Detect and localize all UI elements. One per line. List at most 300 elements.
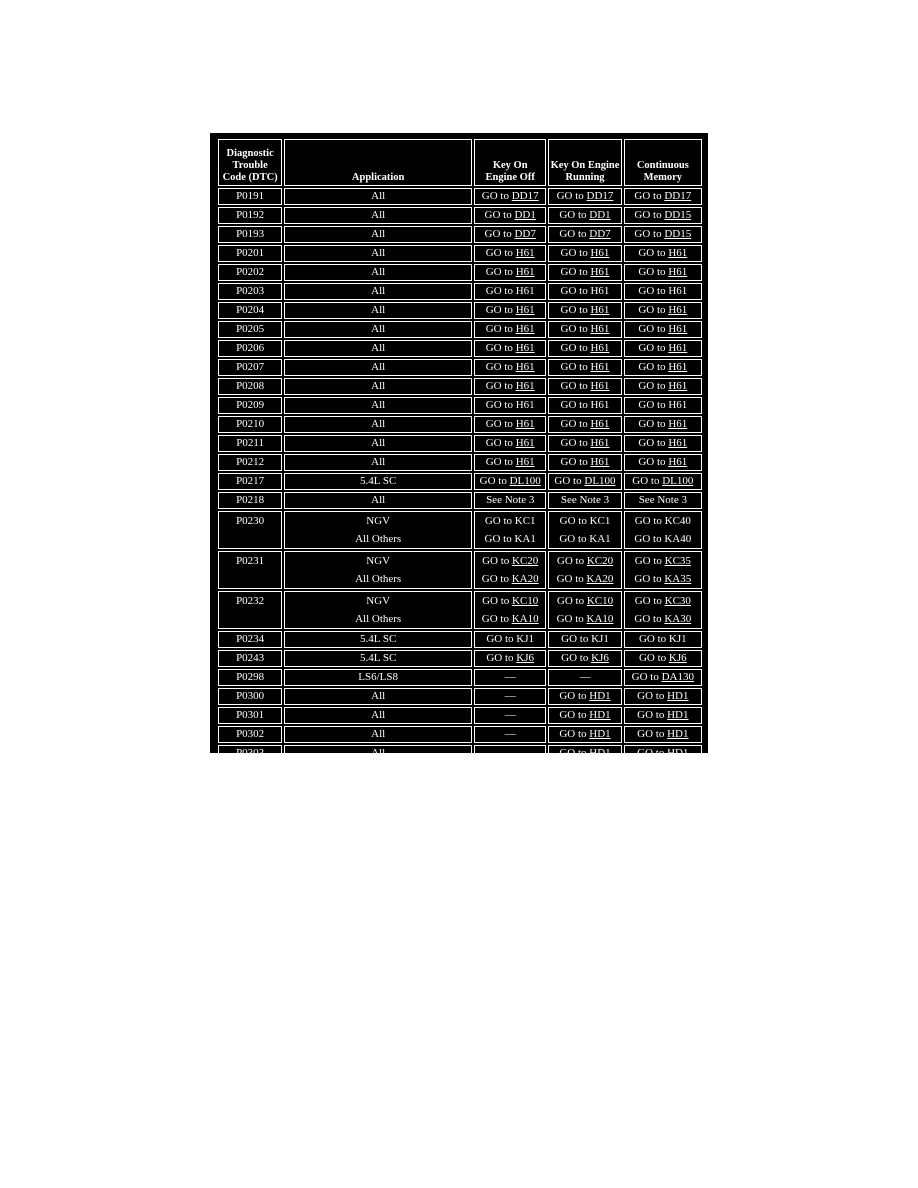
procedure-text: GO to	[484, 228, 512, 240]
application-cell	[284, 631, 472, 648]
application-cell	[284, 473, 472, 490]
application-value: All	[371, 747, 386, 759]
procedure-text: GO to	[560, 304, 588, 316]
pinpoint-test-link[interactable]: DL100	[509, 475, 541, 487]
procedure-entry	[476, 610, 544, 628]
pinpoint-test-link[interactable]: H61	[515, 304, 535, 316]
procedure-text: GO to	[559, 728, 587, 740]
pinpoint-test-link[interactable]: H61	[590, 247, 610, 259]
application-value: All	[371, 304, 386, 316]
procedure-entry	[486, 304, 535, 316]
pinpoint-test-link[interactable]: HD1	[589, 690, 611, 702]
procedure-text: GO to	[560, 456, 588, 468]
pinpoint-test-link[interactable]: H61	[668, 342, 688, 354]
procedure-text: GO to KA1	[559, 533, 611, 545]
procedure-text: GO to	[638, 361, 666, 373]
pinpoint-test-link[interactable]: HD1	[589, 728, 611, 740]
application-value: All	[371, 709, 386, 721]
header-continuous-memory: Continuous Memory	[624, 139, 702, 186]
pinpoint-test-link[interactable]: H61	[515, 266, 535, 278]
continuous-memory-cell	[624, 726, 702, 743]
procedure-text: GO to H61	[485, 399, 535, 411]
procedure-text: GO to HD1	[637, 747, 689, 759]
procedure-text: GO to	[638, 380, 666, 392]
pinpoint-test-link[interactable]: H61	[590, 361, 610, 373]
application-cell	[284, 454, 472, 471]
continuous-memory-cell	[624, 321, 702, 338]
procedure-entry	[638, 456, 687, 468]
procedure-text: GO to	[559, 228, 587, 240]
procedure-entry	[638, 247, 687, 259]
key-on-engine-off-cell	[474, 188, 546, 205]
table-row	[218, 245, 702, 262]
pinpoint-test-link[interactable]: KA20	[586, 573, 614, 585]
header-key-on-engine-running: Key On Engine Running	[548, 139, 621, 186]
dtc-code-cell	[218, 473, 282, 490]
procedure-text: —	[504, 747, 516, 759]
continuous-memory-cell	[624, 631, 702, 648]
procedure-entry	[626, 530, 700, 548]
continuous-memory-cell	[624, 745, 702, 762]
procedure-text: GO to	[485, 342, 513, 354]
continuous-memory-cell	[624, 473, 702, 490]
procedure-text: GO to	[485, 323, 513, 335]
procedure-entry	[637, 690, 688, 702]
application-value: LS6/LS8	[358, 671, 399, 683]
dtc-code-cell	[218, 264, 282, 281]
pinpoint-test-link[interactable]: H61	[668, 247, 688, 259]
key-on-engine-off-cell	[474, 283, 546, 300]
application-cell	[284, 283, 472, 300]
pinpoint-test-link[interactable]: H61	[590, 456, 610, 468]
application-value: All Others	[355, 573, 402, 585]
application-cell	[284, 511, 472, 549]
dtc-code: P0208	[236, 380, 265, 392]
key-on-engine-off-cell	[474, 435, 546, 452]
procedure-entry	[626, 570, 700, 588]
pinpoint-test-link[interactable]: H61	[668, 323, 688, 335]
dtc-code-cell	[218, 591, 282, 629]
procedure-text: GO to	[485, 361, 513, 373]
application-cell	[284, 551, 472, 589]
application-cell	[284, 688, 472, 705]
pinpoint-test-link[interactable]: KA10	[511, 613, 539, 625]
application-cell	[284, 302, 472, 319]
procedure-entry	[638, 342, 687, 354]
pinpoint-test-link[interactable]: H61	[515, 323, 535, 335]
procedure-entry	[559, 747, 610, 759]
procedure-text: GO to	[638, 342, 666, 354]
application-cell	[284, 340, 472, 357]
dtc-table-frame	[210, 133, 708, 759]
continuous-memory-cell	[624, 435, 702, 452]
pinpoint-test-link[interactable]: H61	[515, 456, 535, 468]
pinpoint-test-link[interactable]: H61	[668, 266, 688, 278]
continuous-memory-cell	[624, 207, 702, 224]
key-on-engine-off-cell	[474, 207, 546, 224]
pinpoint-test-link[interactable]: DL100	[584, 475, 616, 487]
pinpoint-test-link[interactable]: H61	[590, 323, 610, 335]
continuous-memory-cell	[624, 283, 702, 300]
continuous-memory-cell	[624, 340, 702, 357]
procedure-entry	[486, 342, 535, 354]
procedure-text: GO to	[632, 475, 660, 487]
dtc-code: P0301	[236, 709, 265, 721]
dtc-code: P0193	[236, 228, 265, 240]
application-value: All	[371, 266, 386, 278]
application-value: All	[371, 380, 386, 392]
key-on-engine-running-cell	[548, 511, 621, 549]
procedure-text: GO to	[637, 728, 665, 740]
application-cell	[284, 726, 472, 743]
procedure-text: GO to KA40	[634, 533, 692, 545]
procedure-entry	[505, 709, 516, 721]
pinpoint-test-link[interactable]: H61	[668, 361, 688, 373]
table-row	[218, 745, 702, 762]
dtc-code-cell	[218, 726, 282, 743]
pinpoint-test-link[interactable]: DD15	[664, 209, 692, 221]
pinpoint-test-link[interactable]: KJ6	[591, 652, 609, 664]
pinpoint-test-link[interactable]: H61	[515, 342, 535, 354]
application-value: NGV	[366, 515, 391, 527]
dtc-table	[216, 137, 704, 764]
procedure-text: GO to	[634, 209, 662, 221]
procedure-entry	[637, 728, 688, 740]
pinpoint-test-link[interactable]: HD1	[667, 709, 689, 721]
dtc-code-cell	[218, 435, 282, 452]
pinpoint-test-link[interactable]: KJ6	[516, 652, 535, 664]
pinpoint-test-link[interactable]: KA20	[511, 573, 539, 585]
procedure-text: GO to	[559, 209, 587, 221]
procedure-entry	[559, 690, 610, 702]
procedure-entry	[485, 209, 536, 221]
key-on-engine-off-cell	[474, 631, 546, 648]
procedure-entry	[637, 709, 688, 721]
key-on-engine-off-cell	[474, 669, 546, 686]
continuous-memory-cell	[624, 492, 702, 509]
pinpoint-test-link[interactable]: KC10	[586, 595, 614, 607]
procedure-entry	[561, 456, 610, 468]
key-on-engine-running-cell	[548, 378, 621, 395]
procedure-entry	[550, 592, 619, 610]
application-value: 5.4L SC	[360, 475, 397, 487]
table-row	[218, 397, 702, 414]
procedure-entry	[554, 475, 615, 487]
procedure-entry	[486, 494, 534, 506]
application-value: All	[371, 247, 386, 259]
pinpoint-test-link[interactable]: DD17	[511, 190, 539, 202]
procedure-text: GO to	[560, 266, 588, 278]
dtc-code: P0212	[236, 456, 265, 468]
procedure-entry	[476, 552, 544, 570]
key-on-engine-running-cell	[548, 492, 621, 509]
dtc-code: P0191	[236, 190, 265, 202]
procedure-entry	[638, 285, 687, 297]
procedure-text: GO to	[556, 573, 584, 585]
header-key-on-engine-off: Key On Engine Off	[474, 139, 546, 186]
dtc-code: P0232	[236, 595, 265, 607]
pinpoint-test-link[interactable]: DA130	[661, 671, 694, 683]
key-on-engine-off-cell	[474, 745, 546, 762]
pinpoint-test-link[interactable]: H61	[590, 437, 610, 449]
pinpoint-test-link[interactable]: KA30	[664, 613, 692, 625]
procedure-entry	[505, 690, 516, 702]
key-on-engine-running-cell	[548, 631, 621, 648]
application-cell	[284, 669, 472, 686]
procedure-text: GO to	[637, 690, 665, 702]
key-on-engine-off-cell	[474, 397, 546, 414]
dtc-code: P0206	[236, 342, 265, 354]
procedure-entry	[626, 552, 700, 570]
pinpoint-test-link[interactable]: H61	[590, 380, 610, 392]
key-on-engine-off-cell	[474, 688, 546, 705]
procedure-entry	[639, 633, 687, 645]
procedure-text: GO to	[634, 555, 662, 567]
procedure-entry	[486, 247, 535, 259]
key-on-engine-running-cell	[548, 340, 621, 357]
procedure-text: —	[504, 728, 516, 740]
pinpoint-test-link[interactable]: KA35	[664, 573, 692, 585]
header-row	[218, 139, 702, 186]
procedure-text: GO to KJ1	[486, 633, 535, 645]
pinpoint-test-link[interactable]: KJ6	[668, 652, 687, 664]
procedure-text: GO to KC1	[484, 515, 536, 527]
procedure-text: GO to	[634, 613, 662, 625]
procedure-entry	[561, 266, 610, 278]
procedure-entry	[632, 475, 693, 487]
table-row	[218, 707, 702, 724]
dtc-code: P0202	[236, 266, 265, 278]
procedure-entry	[486, 652, 534, 664]
application-value: 5.4L SC	[360, 633, 397, 645]
procedure-entry	[505, 747, 516, 759]
application-value: All	[371, 285, 386, 297]
pinpoint-test-link[interactable]: KC20	[512, 555, 539, 567]
procedure-text: GO to	[484, 209, 512, 221]
pinpoint-test-link[interactable]: H61	[668, 456, 688, 468]
procedure-entry	[485, 228, 536, 240]
dtc-code: P0211	[236, 437, 264, 449]
pinpoint-test-link[interactable]: DL100	[662, 475, 694, 487]
table-row	[218, 688, 702, 705]
application-cell	[284, 378, 472, 395]
procedure-text: GO to	[560, 380, 588, 392]
key-on-engine-running-cell	[548, 650, 621, 667]
pinpoint-test-link[interactable]: KC30	[664, 595, 691, 607]
procedure-text: GO to	[479, 475, 507, 487]
table-row	[218, 473, 702, 490]
continuous-memory-cell	[624, 397, 702, 414]
application-value: NGV	[366, 555, 391, 567]
procedure-text: GO to	[638, 304, 666, 316]
table-row	[218, 207, 702, 224]
pinpoint-test-link[interactable]: KA10	[586, 613, 614, 625]
dtc-code: P0303	[236, 747, 265, 759]
pinpoint-test-link[interactable]: H61	[590, 304, 610, 316]
procedure-text: GO to	[634, 190, 662, 202]
pinpoint-test-link[interactable]: KC10	[512, 595, 539, 607]
procedure-entry	[561, 437, 610, 449]
application-value: All	[371, 728, 386, 740]
table-row	[218, 283, 702, 300]
continuous-memory-cell	[624, 302, 702, 319]
key-on-engine-off-cell	[474, 321, 546, 338]
pinpoint-test-link[interactable]: H61	[668, 418, 688, 430]
dtc-code: P0205	[236, 323, 265, 335]
dtc-code-cell	[218, 511, 282, 549]
pinpoint-test-link[interactable]: H61	[668, 380, 688, 392]
key-on-engine-running-cell	[548, 302, 621, 319]
procedure-text: GO to	[634, 228, 662, 240]
pinpoint-test-link[interactable]: H61	[590, 342, 610, 354]
dtc-code-cell	[218, 245, 282, 262]
table-row	[218, 416, 702, 433]
application-value: All	[371, 399, 386, 411]
procedure-entry	[561, 633, 609, 645]
dtc-code-cell	[218, 669, 282, 686]
application-cell	[284, 359, 472, 376]
key-on-engine-off-cell	[474, 359, 546, 376]
procedure-text: GO to KA1	[484, 533, 536, 545]
header-dtc: Diagnostic Trouble Code (DTC)	[218, 139, 282, 186]
continuous-memory-cell	[624, 454, 702, 471]
dtc-code-cell	[218, 745, 282, 762]
dtc-code-cell	[218, 631, 282, 648]
procedure-entry	[638, 437, 687, 449]
pinpoint-test-link[interactable]: KC20	[586, 555, 614, 567]
application-cell	[284, 226, 472, 243]
pinpoint-test-link[interactable]: H61	[590, 266, 610, 278]
dtc-code: P0230	[236, 515, 265, 527]
procedure-text: GO to	[637, 709, 665, 721]
pinpoint-test-link[interactable]: DD1	[514, 209, 536, 221]
dtc-code: P0231	[236, 555, 265, 567]
pinpoint-test-link[interactable]: DD7	[589, 228, 611, 240]
application-cell	[284, 207, 472, 224]
pinpoint-test-link[interactable]: H61	[668, 437, 688, 449]
application-cell	[284, 591, 472, 629]
pinpoint-test-link[interactable]: HD1	[589, 709, 611, 721]
key-on-engine-running-cell	[548, 321, 621, 338]
procedure-entry	[561, 247, 610, 259]
pinpoint-test-link[interactable]: H61	[515, 380, 535, 392]
pinpoint-test-link[interactable]: H61	[515, 437, 535, 449]
procedure-entry	[559, 709, 610, 721]
header-application: Application	[284, 139, 472, 186]
dtc-code: P0203	[236, 285, 265, 297]
procedure-text: —	[504, 709, 516, 721]
procedure-text: GO to	[638, 437, 666, 449]
key-on-engine-off-cell	[474, 416, 546, 433]
procedure-text: GO to	[485, 304, 513, 316]
key-on-engine-running-cell	[548, 726, 621, 743]
pinpoint-test-link[interactable]: DD15	[664, 228, 692, 240]
pinpoint-test-link[interactable]: H61	[515, 418, 535, 430]
dtc-code-cell	[218, 302, 282, 319]
pinpoint-test-link[interactable]: H61	[668, 304, 688, 316]
table-row	[218, 359, 702, 376]
procedure-entry	[561, 494, 609, 506]
procedure-entry	[482, 190, 539, 202]
procedure-entry	[561, 361, 610, 373]
application-cell	[284, 397, 472, 414]
key-on-engine-off-cell	[474, 264, 546, 281]
procedure-text: —	[579, 671, 591, 683]
procedure-entry	[476, 592, 544, 610]
pinpoint-test-link[interactable]: H61	[515, 361, 535, 373]
procedure-text: GO to	[631, 671, 659, 683]
procedure-entry	[476, 530, 544, 548]
key-on-engine-off-cell	[474, 492, 546, 509]
key-on-engine-running-cell	[548, 359, 621, 376]
dtc-code: P0207	[236, 361, 265, 373]
procedure-text: GO to	[556, 595, 585, 607]
dtc-code-cell	[218, 340, 282, 357]
dtc-code: P0234	[236, 633, 265, 645]
key-on-engine-off-cell	[474, 511, 546, 549]
pinpoint-test-link[interactable]: HD1	[667, 690, 689, 702]
application-cell	[284, 321, 472, 338]
procedure-text: GO to	[560, 361, 588, 373]
procedure-text: GO to	[560, 418, 588, 430]
dtc-code: P0302	[236, 728, 265, 740]
dtc-code-cell	[218, 454, 282, 471]
dtc-code: P0210	[236, 418, 265, 430]
pinpoint-test-link[interactable]: DD7	[514, 228, 536, 240]
pinpoint-test-link[interactable]: KC35	[664, 555, 691, 567]
procedure-text: GO to	[485, 380, 513, 392]
pinpoint-test-link[interactable]: HD1	[667, 728, 689, 740]
application-value: All	[371, 190, 386, 202]
procedure-entry	[639, 652, 687, 664]
key-on-engine-running-cell	[548, 416, 621, 433]
pinpoint-test-link[interactable]: H61	[515, 247, 535, 259]
pinpoint-test-link[interactable]: DD17	[586, 190, 614, 202]
pinpoint-test-link[interactable]: H61	[590, 418, 610, 430]
dtc-code-cell	[218, 551, 282, 589]
application-value: All	[371, 209, 386, 221]
dtc-code: P0217	[236, 475, 265, 487]
key-on-engine-running-cell	[548, 473, 621, 490]
table-row	[218, 378, 702, 395]
pinpoint-test-link[interactable]: DD17	[664, 190, 692, 202]
procedure-text: See Note 3	[560, 494, 610, 506]
procedure-text: GO to	[634, 595, 662, 607]
application-cell	[284, 745, 472, 762]
dtc-code-cell	[218, 492, 282, 509]
application-value: All	[371, 323, 386, 335]
procedure-text: GO to KC40	[634, 515, 691, 527]
key-on-engine-off-cell	[474, 226, 546, 243]
procedure-text: GO to H61	[560, 399, 610, 411]
dtc-code: P0201	[236, 247, 265, 259]
procedure-text: GO to	[560, 247, 588, 259]
procedure-text: GO to	[481, 613, 509, 625]
procedure-entry	[486, 380, 535, 392]
procedure-text: GO to	[638, 652, 667, 664]
table-row	[218, 435, 702, 452]
procedure-text: GO to	[638, 266, 666, 278]
procedure-entry	[638, 266, 687, 278]
continuous-memory-cell	[624, 551, 702, 589]
procedure-entry	[486, 633, 534, 645]
procedure-text: GO to	[638, 323, 666, 335]
dtc-code-cell	[218, 378, 282, 395]
application-cell	[284, 264, 472, 281]
pinpoint-test-link[interactable]: DD1	[589, 209, 611, 221]
procedure-text: GO to	[482, 595, 510, 607]
key-on-engine-running-cell	[548, 188, 621, 205]
